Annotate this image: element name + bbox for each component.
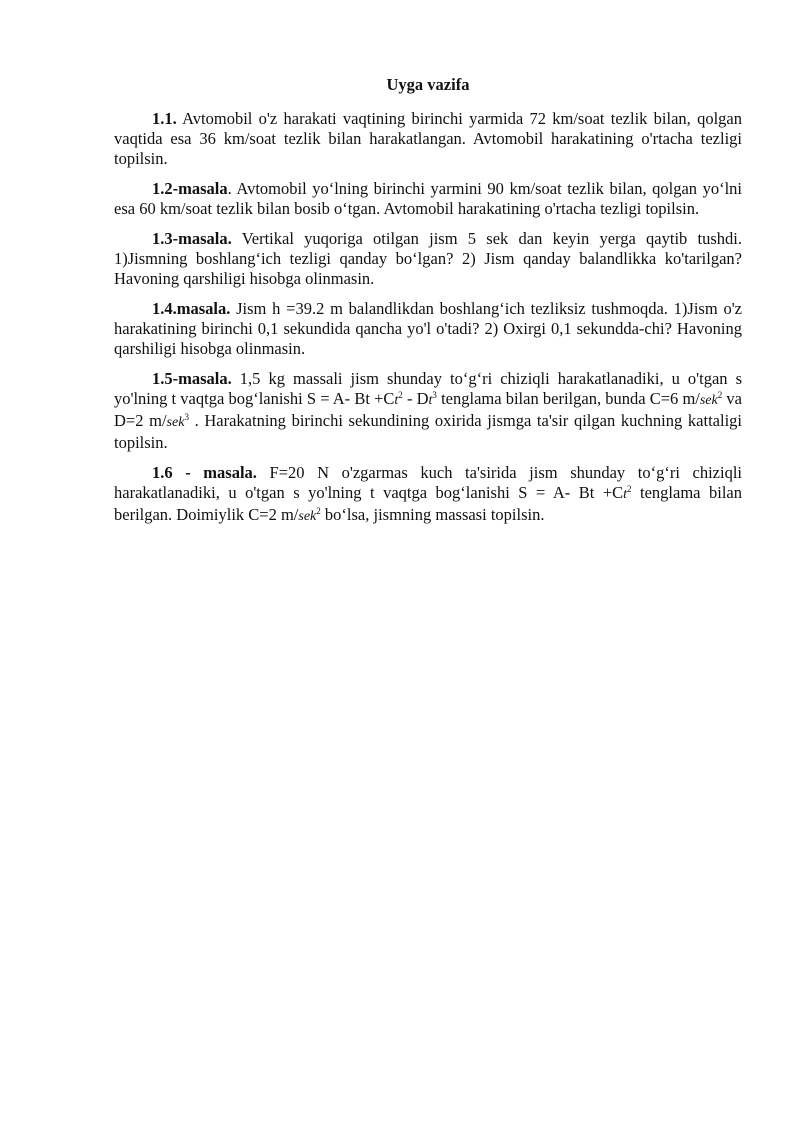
problem-text: . Avtomobil yo‘lning birinchi yarmini 90 km/soat tezlik bilan, qolgan yo‘lni esa 60 km/soat tezlik bilan bosib o‘tgan. Avtomobil harakatining o'rtacha tezligi topilsin. bbox=[114, 179, 742, 218]
problem-text: Vertikal yuqoriga otilgan jism 5 sek dan keyin yerga qaytib tushdi. 1)Jismning boshlang‘ich tezligi qanday bo‘lgan? 2) Jism qanday balandlikka ko'tarilgan? Havoning qarshiligi hisobga olinmasin. bbox=[114, 229, 742, 288]
problem-1-3 bbox=[114, 229, 742, 289]
problem-text: 1,5 kg massali jism shunday to‘g‘ri chiziqli harakatlanadiki, u o'tgan s yo'lning t vaqtga bog‘lanishi S = A- Bt +C bbox=[114, 369, 742, 408]
exponent: 3 bbox=[432, 390, 437, 400]
exponent: 2 bbox=[717, 390, 723, 400]
problem-text: . Harakatning birinchi sekundining oxirida jismga ta'sir qilgan kuchning kattaligi topilsin. bbox=[114, 411, 742, 452]
problem-text: bo‘lsa, jismning massasi topilsin. bbox=[320, 505, 545, 524]
problem-number: 1.2-masala bbox=[152, 179, 228, 198]
problem-number: 1.4.masala. bbox=[152, 299, 231, 318]
problem-1-1 bbox=[114, 109, 742, 169]
math-variable: t bbox=[394, 393, 399, 408]
math-variable: t bbox=[623, 487, 628, 502]
math-unit: sek bbox=[699, 393, 718, 408]
exponent: 3 bbox=[184, 412, 189, 422]
exponent: 2 bbox=[398, 390, 403, 400]
problem-1-6 bbox=[114, 463, 742, 527]
problem-1-2 bbox=[114, 179, 742, 219]
problem-text: F=20 N o'zgarmas kuch ta'sirida jism shunday to‘g‘ri chiziqli harakatlanadiki, u o'tgan s yo'lning t vaqtga bog‘lanishi S = A- Bt +C bbox=[114, 463, 743, 502]
problem-number: 1.1. bbox=[152, 109, 177, 128]
problem-text: Avtomobil o'z harakati vaqtining birinchi yarmida 72 km/soat tezlik bilan, qolgan vaqtida esa 36 km/soat tezlik bilan harakatlangan. Avtomobil harakatining o'rtacha tezligi topilsin. bbox=[114, 109, 742, 168]
math-variable: t bbox=[428, 393, 433, 408]
problem-1-5 bbox=[114, 369, 742, 453]
problem-1-4 bbox=[114, 299, 742, 359]
problem-number: 1.5-masala. bbox=[152, 369, 232, 388]
problem-text: va D=2 m/ bbox=[114, 389, 742, 430]
problem-number: 1.6 - masala. bbox=[152, 463, 257, 482]
document-page bbox=[114, 75, 742, 537]
document-title: Uyga vazifa bbox=[386, 75, 470, 94]
problem-text: Jism h =39.2 m balandlikdan boshlang‘ich tezliksiz tushmoqda. 1)Jism o'z harakatining birinchi 0,1 sekundida qancha yo'l o'tadi? 2) Oxirgi 0,1 sekundda-chi? Havoning qarshiligi hisobga olinmasin. bbox=[114, 299, 742, 358]
problem-text: tenglama bilan berilgan, bunda C=6 m/ bbox=[436, 389, 700, 408]
problem-number: 1.3-masala. bbox=[152, 229, 232, 248]
problem-text: - D bbox=[402, 389, 429, 408]
problem-text: tenglama bilan berilgan. Doimiylik C=2 m/ bbox=[114, 483, 742, 524]
exponent: 2 bbox=[627, 484, 632, 494]
math-unit: sek bbox=[166, 415, 185, 430]
exponent: 2 bbox=[316, 506, 321, 516]
math-unit: sek bbox=[298, 509, 317, 524]
